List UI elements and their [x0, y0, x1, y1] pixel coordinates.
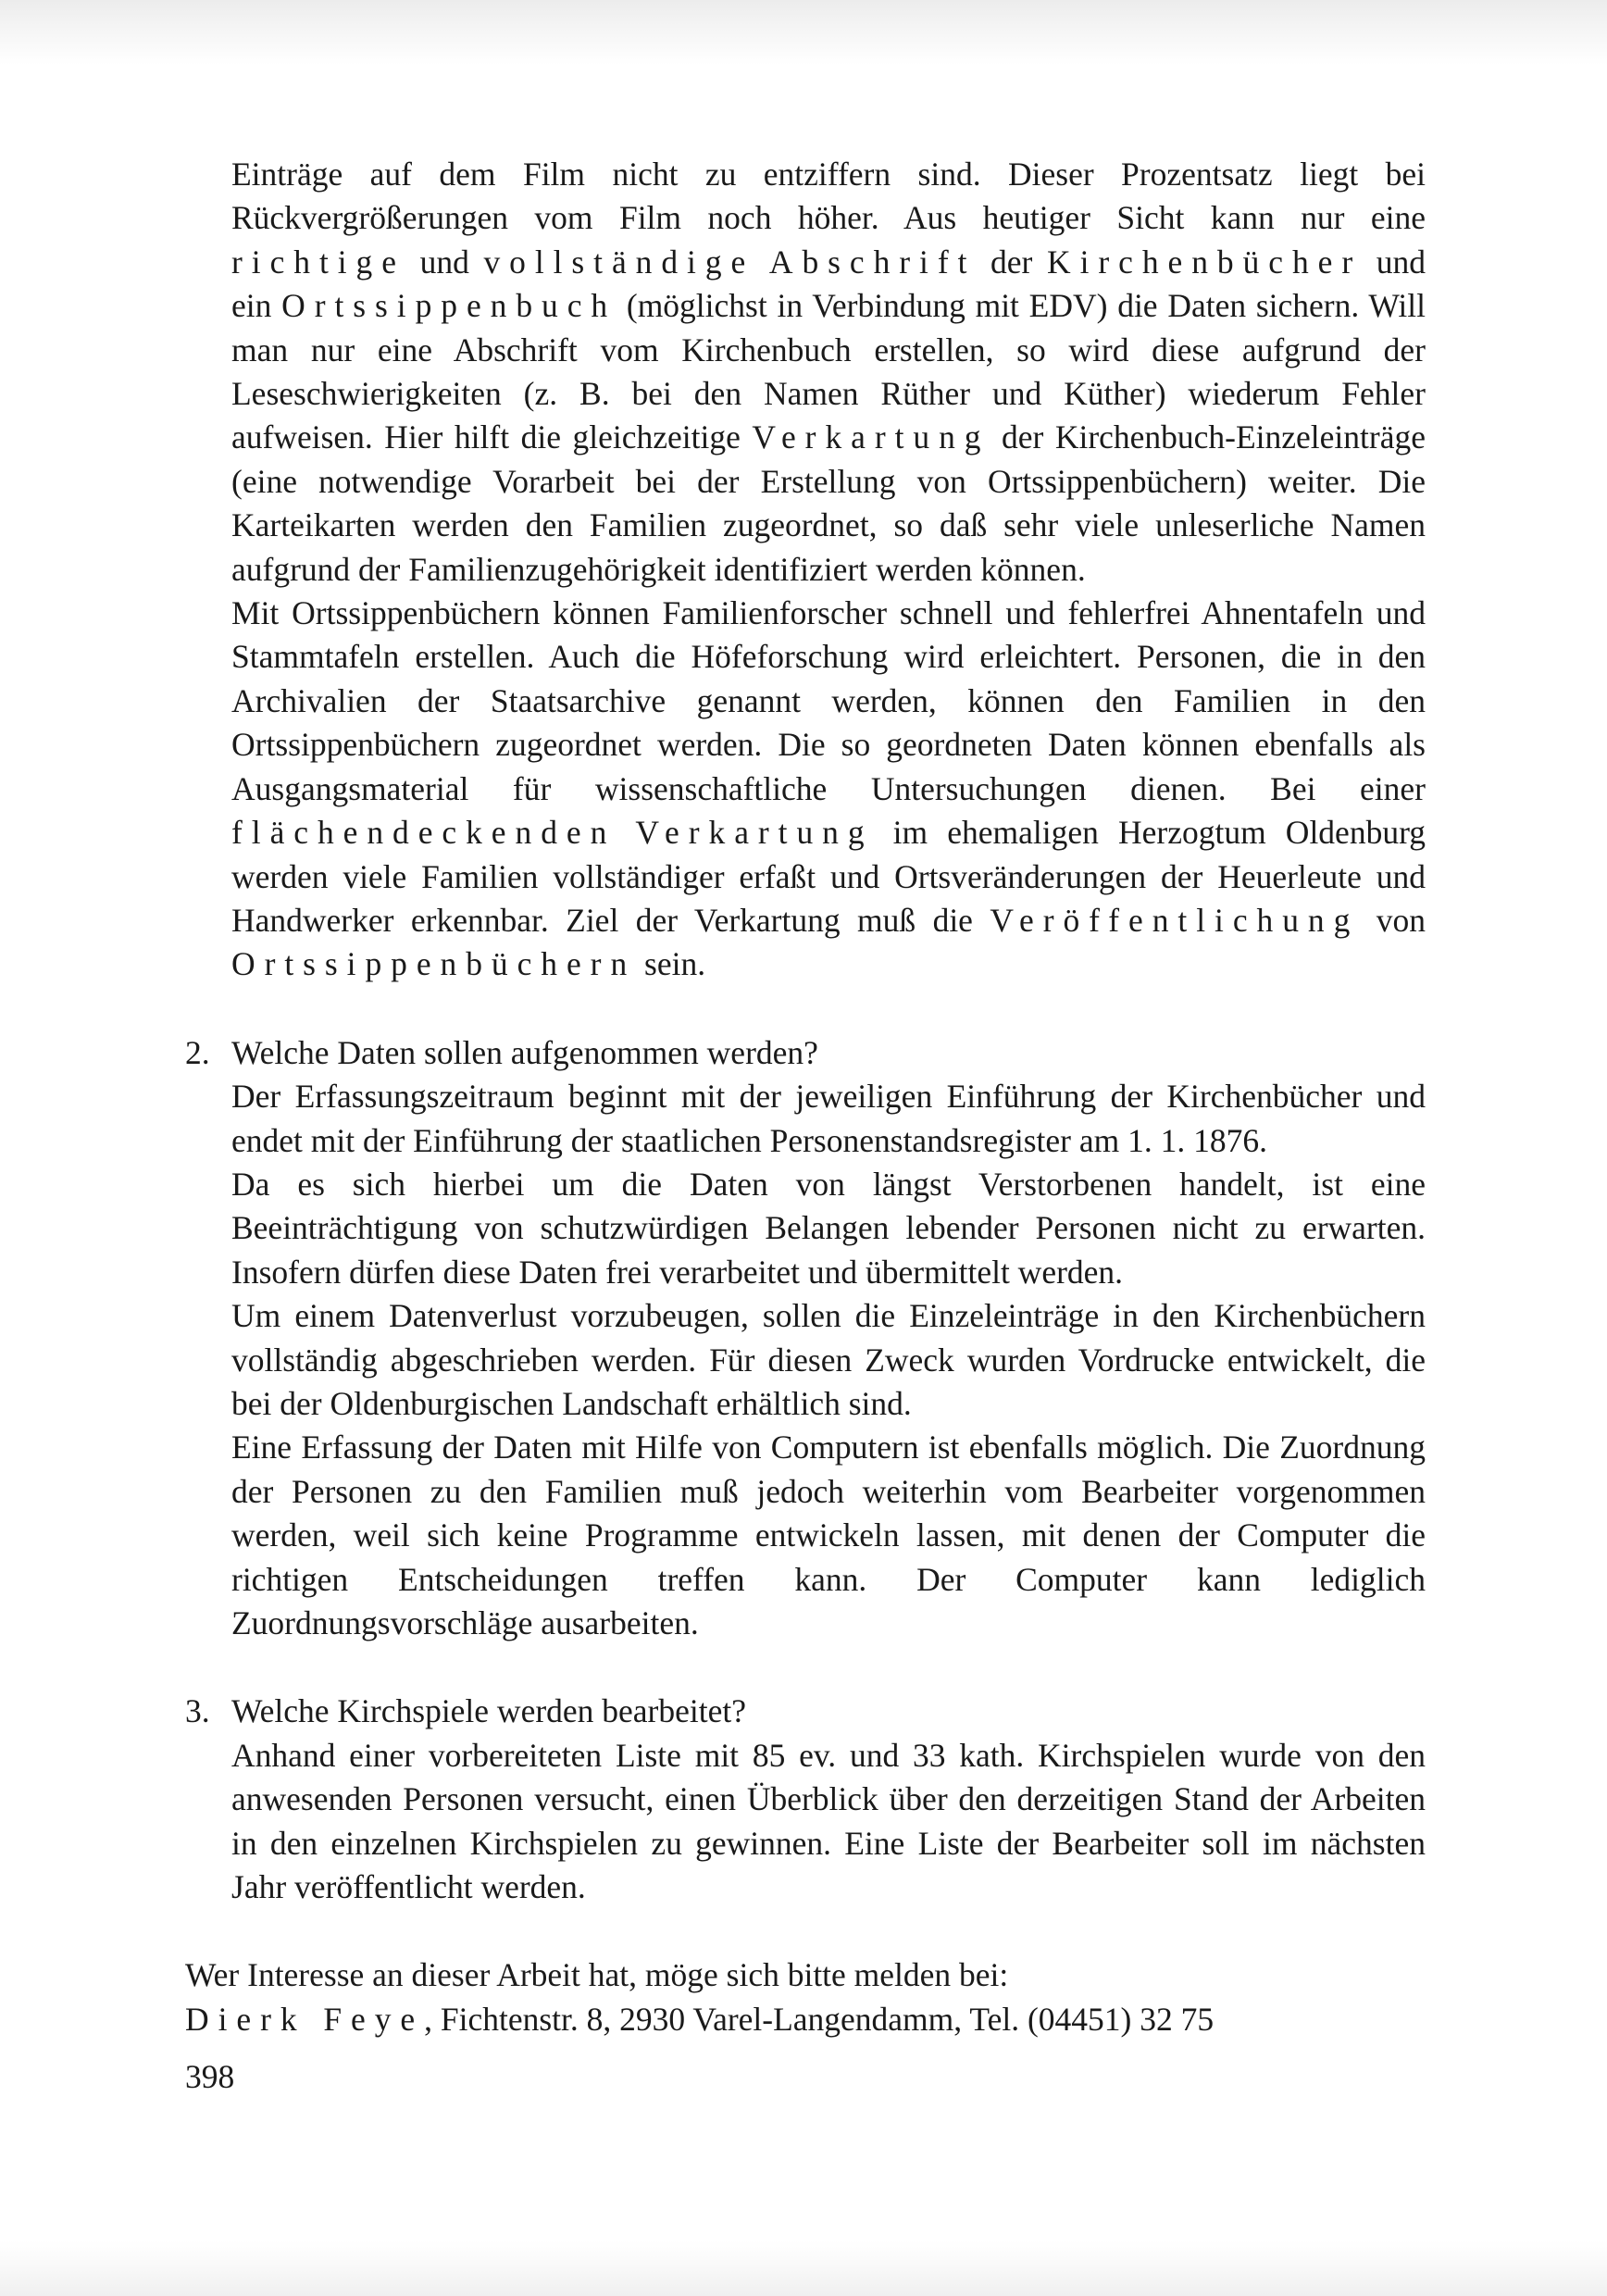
spaced-emphasis: Ortssippenbuch [281, 287, 617, 325]
paragraph [185, 1075, 1426, 1163]
paragraph [185, 153, 1426, 592]
contact-line [185, 1998, 1426, 2041]
closing-line: Wer Interesse an dieser Arbeit hat, möge sich bitte melden bei: [185, 1956, 1009, 1994]
text-run: sein. [636, 945, 706, 983]
spaced-emphasis: Ortssippenbüchern [231, 945, 637, 983]
section-heading [185, 1690, 1426, 1733]
spaced-emphasis: vollständige [483, 243, 755, 281]
closing-block [185, 1953, 1426, 2041]
text-run: der Kirchenbuch-Einzeleinträge (eine notwendige Vorarbeit bei der Erstellung von Ortssippenbüchern) weiter. Die Karteikarten werden den Familien zugeordnet, so daß sehr viele unleserliche Namen aufgrund der Familienzugehörigkeit identifiziert werden können. [231, 418, 1426, 588]
spaced-emphasis: Kirchenbücher [1047, 243, 1363, 281]
intro-text [185, 153, 1426, 987]
section-heading [185, 1031, 1426, 1075]
text-run: Anhand einer vorbereiteten Liste mit 85 ev. und 33 kath. Kirchspielen wurde von den anwesenden Personen versucht, einen Überblick über den derzeitigen Stand der Arbeiten in den einzelnen Kirchspielen zu gewinnen. Eine Liste der Bearbeiter soll im nächsten Jahr veröffentlicht werden. [231, 1736, 1426, 1906]
text-run: und ein [231, 243, 1426, 325]
text-run: im ehemaligen Herzogtum Oldenburg werden viele Familien vollständiger erfaßt und Ortsveränderungen der Heuerleute und Handwerker erkennbar. Ziel der Verkartung muß die [231, 814, 1426, 939]
text-run [754, 243, 769, 281]
text-run: (möglichst in Verbindung mit EDV) die Daten sichern. Will man nur eine Abschrift vom Kirchenbuch erstellen, so wird diese aufgrund der Leseschwierigkeiten (z. B. bei den Namen Rüther und Küther) wiederum Fehler aufweisen. Hier hilft die gleichzeitige [231, 287, 1426, 456]
text-run: Da es sich hierbei um die Daten von längst Verstorbenen handelt, ist eine Beeinträchtigung von schutzwürdigen Belangen lebender Personen nicht zu erwarten. Insofern dürfen diese Daten frei verarbeitet und übermittelt werden. [231, 1165, 1426, 1291]
text-run: Um einem Datenverlust vorzubeugen, sollen die Einzeleinträge in den Kirchenbüchern vollständig abgeschrieben werden. Für diesen Zweck wurden Vordrucke entwickelt, die bei der Oldenburgischen Landschaft erhältlich sind. [231, 1297, 1426, 1422]
section-title: Welche Daten sollen aufgenommen werden? [231, 1033, 818, 1071]
spaced-emphasis: Verkartung [635, 814, 874, 852]
text-run: und [405, 243, 484, 281]
scan-shadow-top [0, 0, 1607, 65]
contact-name: Dierk Feye [185, 2000, 425, 2038]
page-number: 398 [185, 2058, 235, 2095]
spaced-emphasis: Verkartung [752, 418, 990, 456]
page-body [185, 153, 1426, 2041]
paragraph [185, 1734, 1426, 1910]
paragraph [185, 1163, 1426, 1294]
scan-shadow-bottom [0, 2240, 1607, 2296]
spaced-emphasis: Abschrift [768, 243, 977, 281]
section-2 [185, 1031, 1426, 1646]
paragraph [185, 592, 1426, 987]
text-run: Eine Erfassung der Daten mit Hilfe von Computern ist ebenfalls möglich. Die Zuordnung der Personen zu den Familien muß jedoch weiterhin vom Bearbeiter vorgenommen werden, weil sich keine Programme entwickeln lassen, mit denen der Computer die richtigen Entscheidungen treffen kann. Der Computer kann lediglich Zuordnungsvorschläge ausarbeiten. [231, 1429, 1426, 1641]
text-run: der [976, 243, 1047, 281]
spaced-emphasis: flächendeckenden [231, 814, 617, 852]
section-number: 3. [185, 1692, 210, 1730]
text-run: Der Erfassungszeitraum beginnt mit der jeweiligen Einführung der Kirchenbücher und endet mit der Einführung der staatlichen Personenstandsregister am 1. 1. 1876. [231, 1078, 1426, 1159]
section-title: Welche Kirchspiele werden bearbeitet? [231, 1692, 746, 1730]
numbered-sections [185, 1031, 1426, 1910]
paragraph [185, 1294, 1426, 1426]
text-run [616, 814, 635, 851]
spaced-emphasis: richtige [231, 243, 405, 281]
paragraph [185, 1426, 1426, 1645]
text-run: von [1359, 901, 1426, 939]
section-number: 2. [185, 1033, 210, 1071]
section-3 [185, 1690, 1426, 1909]
text-run: Mit Ortssippenbüchern können Familienforscher schnell und fehlerfrei Ahnentafeln und Stammtafeln erstellen. Auch die Höfeforschung wird erleichtert. Personen, die in den Archivalien der Staatsarchive genannt werden, können den Familien in den Ortssippenbüchern zugeordnet werden. Die so geordneten Daten können ebenfalls als Ausgangsmaterial für wissenschaftliche Untersuchungen dienen. Bei einer [231, 594, 1426, 807]
spaced-emphasis: Veröffentlichung [990, 901, 1360, 939]
contact-address: , Fichtenstr. 8, 2930 Varel-Langendamm, Tel. (04451) 32 75 [424, 2000, 1215, 2038]
text-run: Einträge auf dem Film nicht zu entziffern sind. Dieser Prozentsatz liegt bei Rückvergrößerungen vom Film noch höher. Aus heutiger Sicht kann nur eine [231, 156, 1426, 237]
